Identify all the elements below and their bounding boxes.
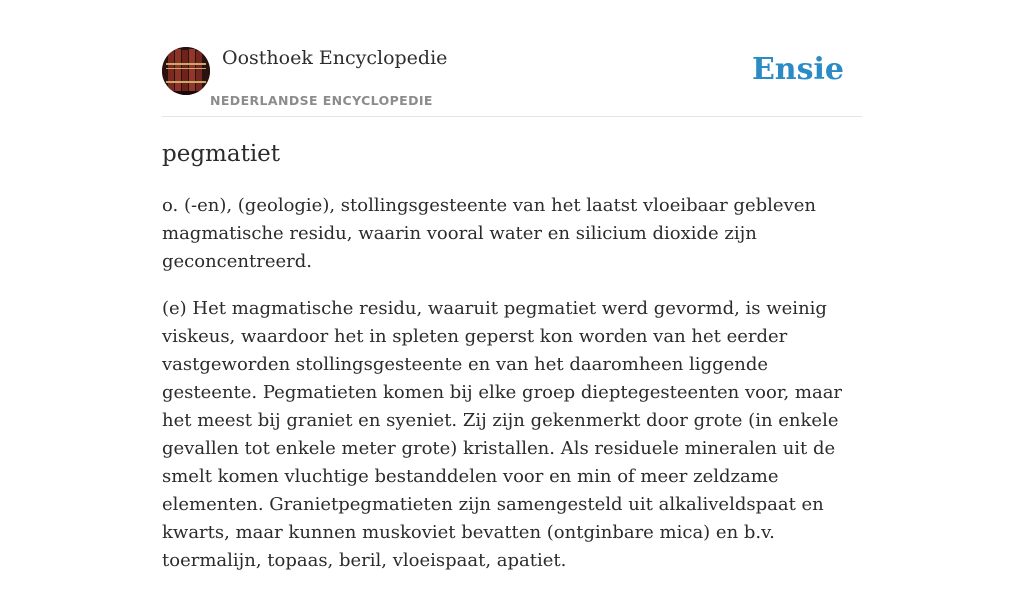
encyclopedia-books-icon[interactable] [162,47,210,95]
definition-paragraph: o. (-en), (geologie), stollingsgesteente van het laatst vloeibaar gebleven magmatische residu, waarin vooral water en silicium dioxide zijn geconcentreerd. [162,195,816,272]
site-subtitle: NEDERLANDSE ENCYCLOPEDIE [210,93,433,108]
ensie-logo[interactable]: Ensie [751,52,844,87]
site-title[interactable]: Oosthoek Encyclopedie [222,47,448,69]
explanation-paragraph: (e) Het magmatische residu, waaruit pegmatiet werd gevormd, is weinig viskeus, waardoor het in spleten geperst kon worden van het eerder vastgeworden stollingsgesteente en van het daaromheen liggende gesteente. Pegmatieten komen bij elke groep dieptegesteenten voor, maar het meest bij graniet en syeniet. Zij zijn gekenmerkt door grote (in enkele gevallen tot enkele meter grote) kristallen. Als residuele mineralen uit de smelt komen vluchtige bestanddelen voor en min of meer zeldzame elementen. Granietpegmatieten zijn samengesteld uit alkaliveldspaat en kwarts, maar kunnen muskoviet bevatten (ontginbare mica) en b.v. toermalijn, topaas, beril, vloeispaat, apatiet. [162,298,843,571]
article [162,136,866,594]
site-header [162,46,862,117]
article-term: pegmatiet [162,141,281,167]
